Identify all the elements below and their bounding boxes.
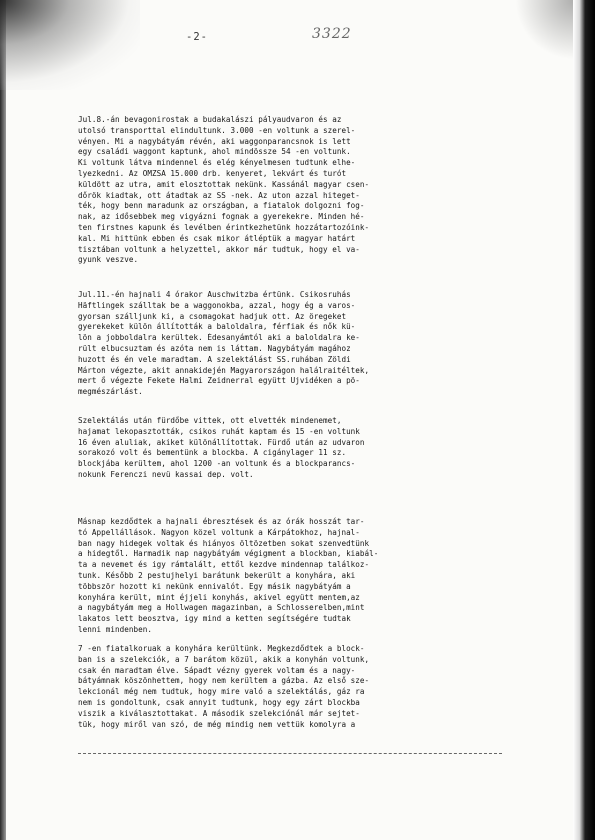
text-line: bátyámnak köszönhettem, hogy nem kerültem a gázba. Az első sze-: [78, 676, 370, 686]
text-line: utolsó transporttal elindultunk. 3.000 -en voltunk a szerel-: [78, 125, 356, 135]
text-line: tunk. Később 2 pestujhelyi barátunk bekerült a konyhára, aki: [78, 570, 356, 580]
text-line: tisztában voltunk a helyzettel, akkor már tudtuk, hogy el va-: [78, 244, 360, 254]
text-line: egy családi waggont kaptunk, ahol mindössze 54 -en voltunk.: [78, 147, 351, 157]
text-line: ten firstnes kapunk és levélben érintkezhetünk hozzátartozóink-: [78, 222, 370, 232]
text-line: hajamat lekopasztották, csikos ruhát kaptam és 15 -en voltunk: [78, 426, 360, 436]
text-line: Jul.8.-án bevagonirostak a budakalászi pályaudvaron és az: [78, 115, 342, 124]
text-line: huzott és én vele maradtam. A szelektálást SS.ruhában Zöldi: [78, 354, 351, 364]
text-line: nem is gondoltunk, csak annyit tudtunk, hogy egy zárt blockba: [78, 697, 360, 707]
text-line: Szelektálás után fürdőbe vittek, ott elvették mindenemet,: [78, 416, 342, 425]
text-line: ta a nevemet és igy rámtalált, ettől kezdve mindennap találkoz-: [78, 560, 370, 570]
text-line: 7 -en fiatalkoruak a konyhára kerültünk. Megkezdődtek a block-: [78, 644, 365, 653]
text-line: a hidegtől. Harmadik nap nagybátyám végigment a blockban, kiabál-: [78, 549, 379, 559]
text-line: viszik a kiválasztottakat. A második szelekciónál már sejtet-: [78, 708, 360, 718]
text-line: a nagybátyám meg a Hollwagen magazinban, a Schlosserelben,mint: [78, 603, 365, 613]
text-line: blockjába kerültem, ahol 1200 -an voltunk és a blockparancs-: [78, 459, 356, 469]
text-line: mert ő végezte Fekete Halmi Zeidnerral együtt Ujvidéken a pö-: [78, 376, 360, 386]
text-line: ték, hogy benn maradunk az országban, a fiatalok dolgozni fog-: [78, 201, 365, 211]
text-line: küldött az utra, amit elosztottak nekünk. Kassánál magyar csen-: [78, 179, 370, 189]
paragraph-departure: [78, 115, 510, 266]
text-line: kal. Mi hittünk ebben és csak mikor átléptük a magyar határt: [78, 233, 356, 243]
text-line: Márton végezte, akit annakidején Magyarországon halálraitéltek,: [78, 365, 370, 375]
scan-shadow-top-right: [515, 0, 575, 60]
text-line: Jul.11.-én hajnali 4 órakor Auschwitzba értünk. Csikosruhás: [78, 290, 351, 299]
archive-number: 3322: [312, 26, 352, 42]
text-line: lön a jobboldalra kerültek. Édesanyámtól aki a baloldalra ke-: [78, 333, 360, 343]
text-line: dőrök kiadtak, ott átadtak az SS -nek. Az uton azzal hiteget-: [78, 190, 360, 200]
text-line: Häftlingek szálltak be a waggonokba, azzal, hogy ég a varos-: [78, 300, 356, 310]
text-line: lakatos lett beosztva, igy mind a ketten segítségére tudtak: [78, 614, 351, 624]
text-line: többször hozott ki nekünk ennivalót. Egy másik nagybátyám a: [78, 581, 351, 591]
paragraph-kitchen-selections: [78, 644, 510, 730]
text-line: nokunk Ferenczi nevü kassai dep. volt.: [78, 469, 254, 479]
last-line-underline: [78, 753, 502, 754]
text-line: lekcionál még nem tudtuk, hogy mire való a szelektálás, gáz ra: [78, 687, 365, 697]
paragraph-roll-calls: [78, 517, 510, 636]
text-line: tó Appellállások. Nagyon közel voltunk a Kárpátokhoz, hajnal-: [78, 527, 360, 537]
scan-shadow-left: [0, 0, 6, 840]
text-line: nak, az idősebbek meg vigyázni fognak a gyerekekre. Minden hé-: [78, 212, 365, 222]
text-line: rült elbucsuztam és azóta nem is láttam. Nagybátyám magához: [78, 343, 351, 353]
text-line: megmészárlást.: [78, 387, 143, 397]
text-line: gyorsan szálljunk ki, a csomagokat hadjuk ott. Az öregeket: [78, 311, 347, 321]
paragraph-bath-block: [78, 416, 510, 481]
text-line: gyerekeket külön állították a baloldalra, férfiak és nők kü-: [78, 322, 356, 332]
text-line: ban is a szelekciók, a 7 barátom közül, akik a konyhán voltunk,: [78, 654, 370, 664]
page-number: -2-: [186, 31, 208, 43]
text-line: konyhára került, mint éjjeli konyhás, akivel együtt mentem,az: [78, 592, 360, 602]
scan-shadow-right: [573, 0, 595, 840]
scan-shadow-top: [0, 0, 140, 90]
text-line: lenni mindenben.: [78, 624, 152, 634]
paragraph-arrival-auschwitz: [78, 290, 510, 398]
text-line: 16 éven aluliak, akiket különállítottak. Fürdő után az udvaron: [78, 437, 365, 447]
text-line: lyezkedni. Az OMZSA 15.000 drb. kenyeret, lekvárt és turót: [78, 168, 347, 178]
text-line: csak én maradtam élve. Sápadt vézny gyerek voltam és a nagy-: [78, 665, 356, 675]
text-line: Másnap kezdődtek a hajnali ébresztések és az órák hosszát tar-: [78, 517, 365, 526]
text-line: sorakozó volt és bementünk a blockba. A cigánylager 11 sz.: [78, 448, 347, 458]
text-line: vényen. Mi a nagybátyám révén, aki waggonparancsnok is lett: [78, 136, 351, 146]
text-line: tük, hogy miről van szó, de még mindig nem vettük komolyra a: [78, 719, 356, 729]
text-line: gyunk veszve.: [78, 255, 139, 265]
text-line: ban nagy hidegek voltak és hiányos öltözetben sokat szenvedtünk: [78, 538, 370, 548]
text-line: Ki voltunk látva mindennel és elég kényelmesen tudtunk elhe-: [78, 158, 356, 168]
